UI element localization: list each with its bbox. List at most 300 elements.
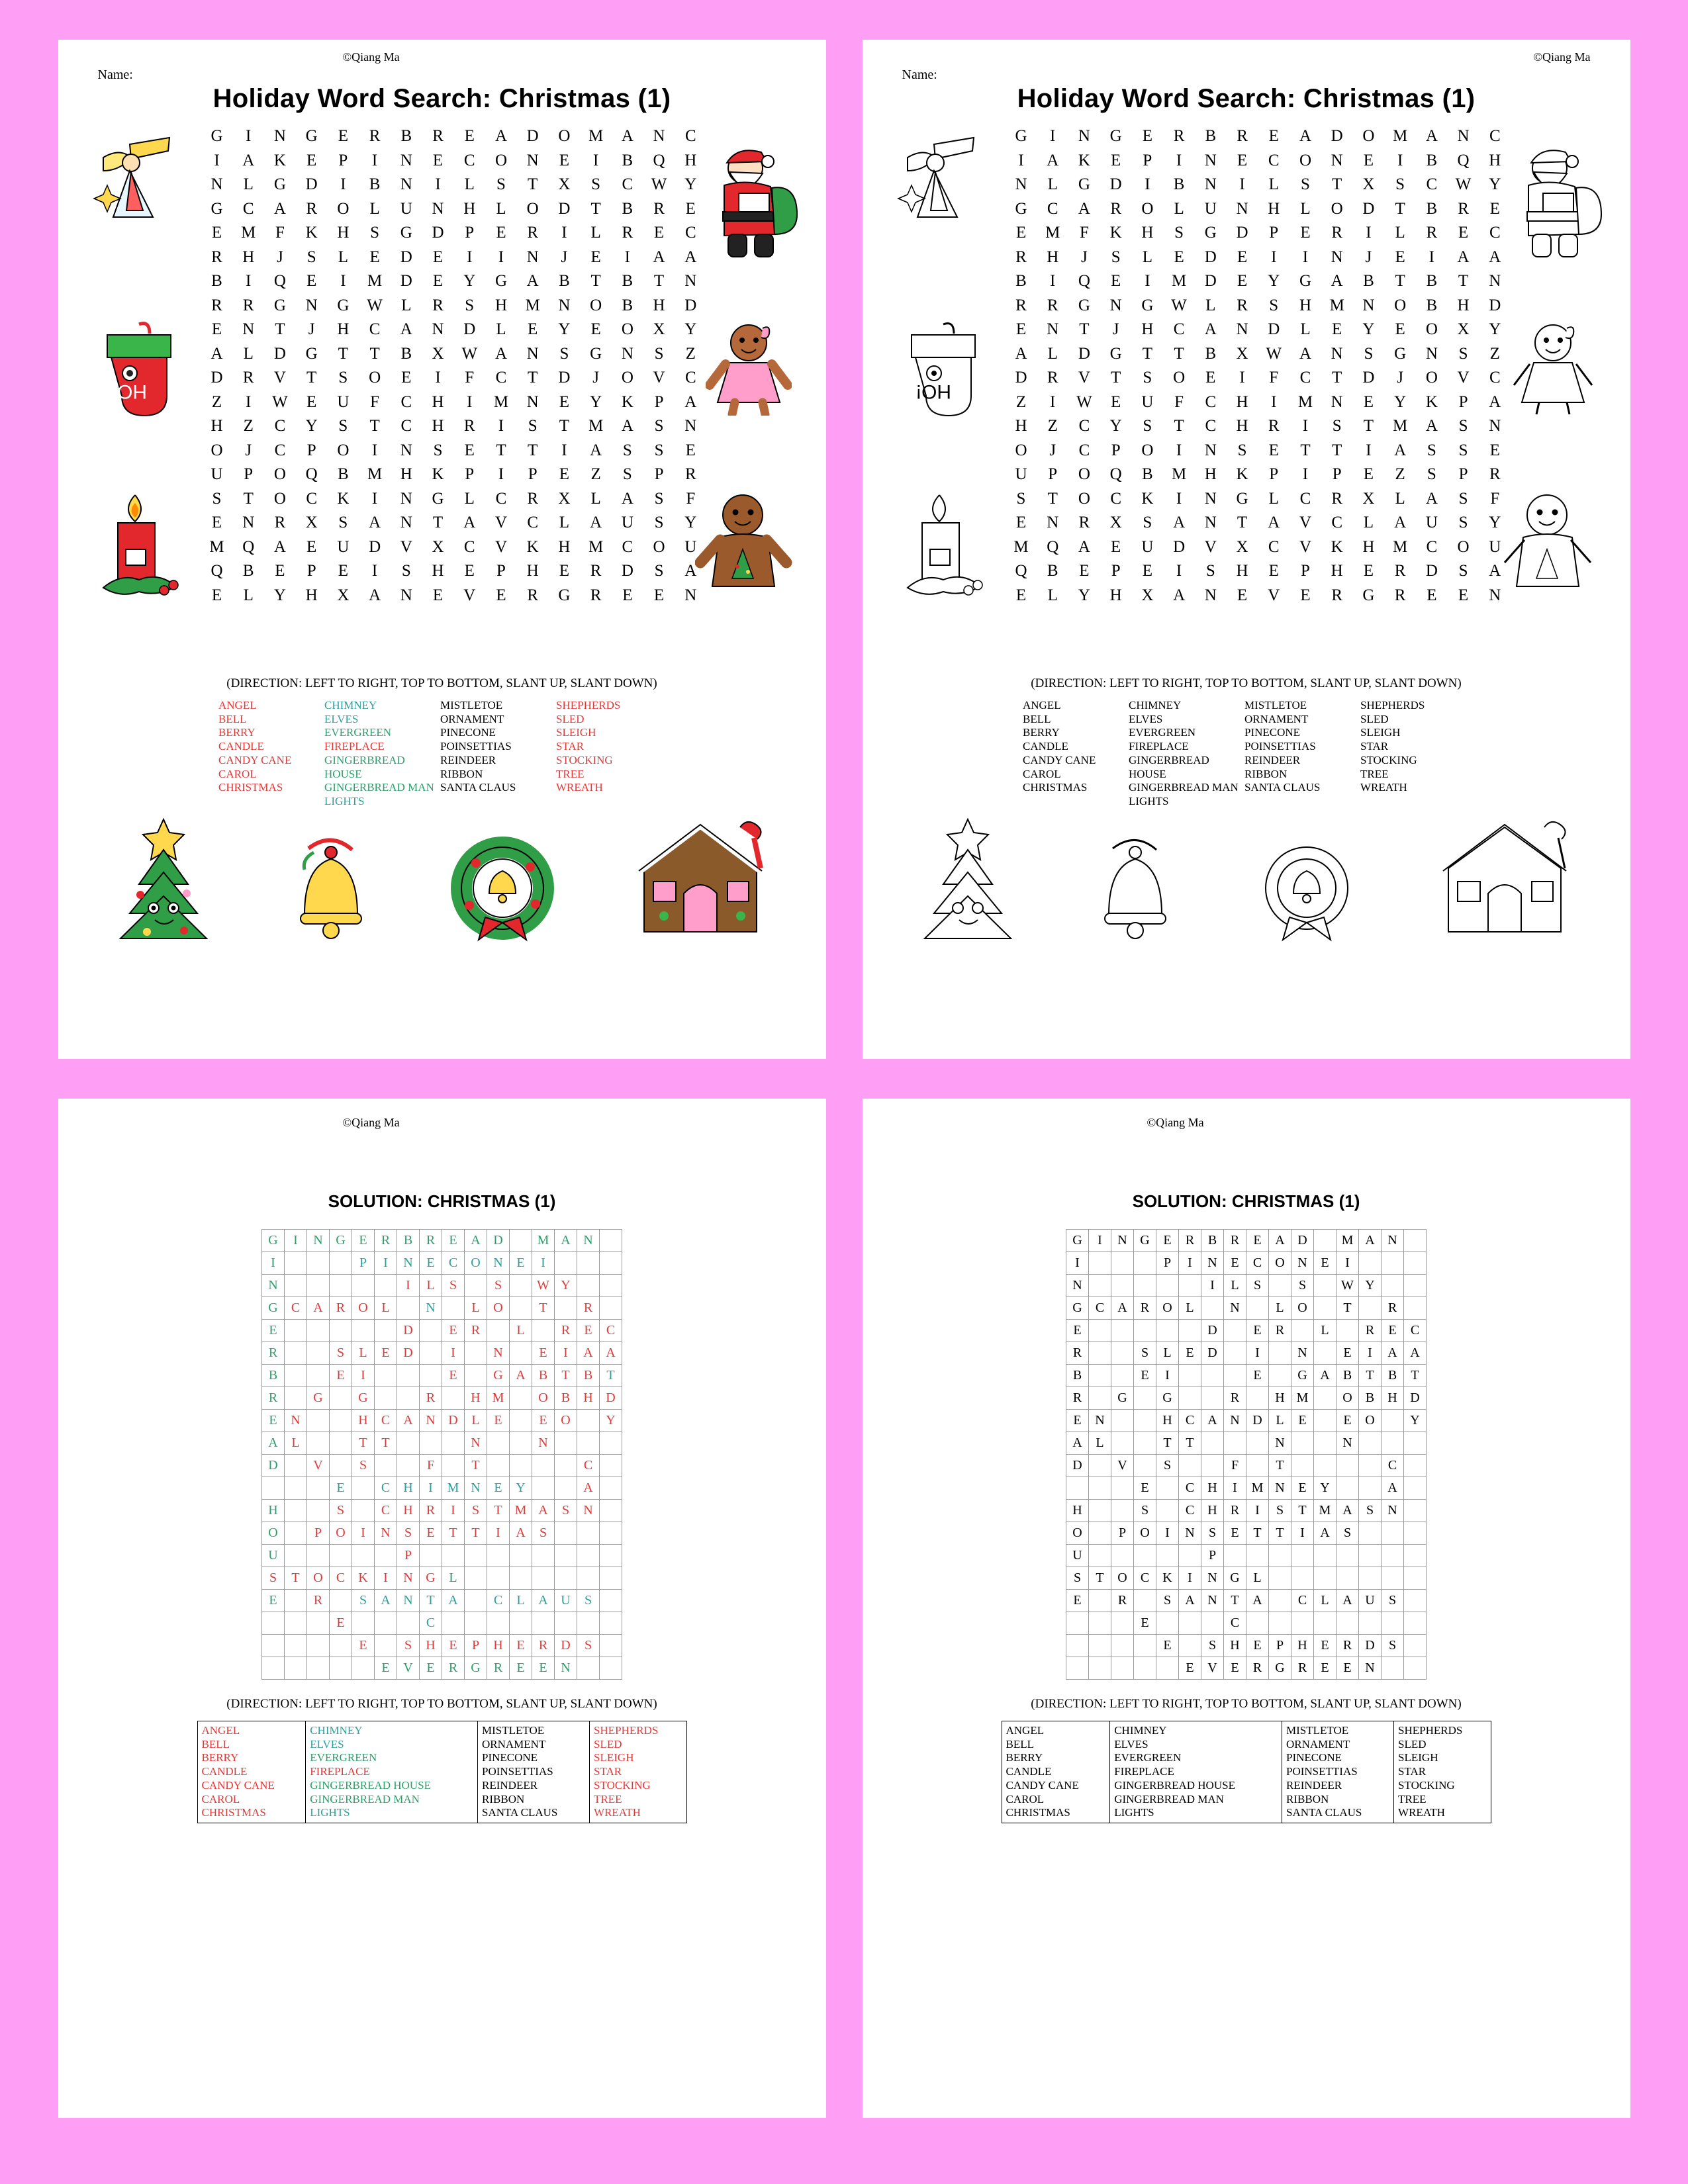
letter-cell: N xyxy=(273,127,286,146)
letter-cell: A xyxy=(653,248,665,266)
solution-row xyxy=(1066,1252,1427,1275)
solution-cell: A xyxy=(510,1365,532,1387)
solution-cell: L xyxy=(352,1342,375,1365)
solution-cell: A xyxy=(532,1500,555,1522)
letter-cell: J xyxy=(561,248,568,266)
letter-cell: R xyxy=(1331,489,1343,508)
letter-cell: Y xyxy=(590,392,602,411)
stocking-illustration xyxy=(93,316,192,422)
letter-cell: R xyxy=(242,369,254,387)
solution-cell: N xyxy=(1359,1657,1382,1680)
letter-cell: L xyxy=(559,514,570,532)
letter-cell: A xyxy=(1394,441,1407,459)
page-title: Holiday Word Search: Christmas (1) xyxy=(1017,84,1476,113)
letter-cell: B xyxy=(400,127,412,146)
word-bank-item: FIREPLACE xyxy=(1129,740,1189,753)
letter-cell: L xyxy=(1300,199,1311,218)
solution-cell xyxy=(285,1500,307,1522)
letter-cell: G xyxy=(1204,224,1217,242)
letter-cell: L xyxy=(496,199,506,218)
letter-cell: S xyxy=(1174,224,1184,242)
word-bank-column xyxy=(1360,699,1476,809)
letter-cell: Y xyxy=(1362,320,1375,339)
solution-row xyxy=(262,1365,622,1387)
letter-cell: H xyxy=(1331,562,1343,580)
letter-cell: N xyxy=(400,489,412,508)
letter-row xyxy=(1013,390,1503,415)
letter-cell: P xyxy=(1048,465,1058,484)
solution-cell xyxy=(600,1635,622,1657)
solution-cell: R xyxy=(262,1342,285,1365)
solution-cell xyxy=(1179,1320,1201,1342)
letter-cell: E xyxy=(559,151,570,169)
solution-cell xyxy=(1314,1230,1336,1252)
solution-cell: B xyxy=(397,1230,420,1252)
solution-cell xyxy=(1404,1252,1427,1275)
solution-cell: D xyxy=(555,1635,577,1657)
word-bank-item: WREATH xyxy=(1360,781,1407,794)
word-bank-item: STAR xyxy=(1398,1765,1427,1778)
letter-cell: Y xyxy=(684,514,697,532)
letter-cell: Y xyxy=(305,417,318,435)
solution-row xyxy=(262,1545,622,1567)
solution-cell: N xyxy=(1269,1477,1291,1500)
letter-cell: S xyxy=(654,489,664,508)
letter-cell: K xyxy=(621,392,633,411)
word-bank-item: CANDY CANE xyxy=(218,753,292,766)
letter-cell: X xyxy=(1236,344,1248,363)
solution-cell xyxy=(1089,1657,1111,1680)
letter-cell: Q xyxy=(1015,562,1027,580)
letter-cell: E xyxy=(1458,586,1469,604)
solution-cell: C xyxy=(375,1500,397,1522)
solution-cell xyxy=(555,1297,577,1320)
solution-cell xyxy=(1134,1657,1156,1680)
letter-cell: F xyxy=(275,224,285,242)
letter-row xyxy=(209,487,699,512)
word-bank-item: CAROL xyxy=(218,767,257,780)
letter-cell: Q xyxy=(1457,151,1470,169)
solution-cell: A xyxy=(1359,1230,1382,1252)
letter-cell: R xyxy=(432,296,444,314)
solution-cell: T xyxy=(1359,1365,1382,1387)
letter-cell: I xyxy=(371,151,378,169)
word-bank-item: MISTLETOE xyxy=(1286,1724,1349,1737)
letter-cell: Q xyxy=(1047,537,1059,556)
letter-cell: A xyxy=(369,586,381,604)
solution-cell: D xyxy=(1359,1635,1382,1657)
solution-cell: O xyxy=(487,1297,510,1320)
solution-cell: R xyxy=(375,1230,397,1252)
solution-cell xyxy=(1359,1612,1382,1635)
letter-cell: E xyxy=(211,224,222,242)
solution-cell xyxy=(307,1410,330,1432)
solution-cell: T xyxy=(555,1365,577,1387)
solution-cell: N xyxy=(1201,1567,1224,1590)
solution-cell: G xyxy=(1156,1387,1179,1410)
solution-cell: E xyxy=(352,1230,375,1252)
letter-cell: R xyxy=(1331,224,1343,242)
letter-cell: C xyxy=(684,224,696,242)
solution-cell: T xyxy=(1246,1522,1269,1545)
letter-cell: B xyxy=(1426,151,1438,169)
solution-cell xyxy=(487,1320,510,1342)
letter-cell: H xyxy=(1047,248,1059,266)
letter-cell: S xyxy=(1237,441,1247,459)
word-bank-item: ANGEL xyxy=(218,699,257,711)
solution-cell xyxy=(1359,1297,1382,1320)
letter-cell: S xyxy=(1143,514,1152,532)
solution-cell: A xyxy=(1314,1522,1336,1545)
solution-cell: L xyxy=(1269,1297,1291,1320)
solution-cell: N xyxy=(420,1297,442,1320)
letter-cell: A xyxy=(1268,514,1280,532)
letter-cell: U xyxy=(1141,537,1154,556)
letter-cell: N xyxy=(1015,175,1027,194)
solution-cell: V xyxy=(397,1657,420,1680)
letter-cell: X xyxy=(558,489,571,508)
letter-cell: E xyxy=(1174,248,1184,266)
solution-cell: G xyxy=(487,1365,510,1387)
letter-cell: N xyxy=(432,199,444,218)
letter-cell: H xyxy=(1489,151,1501,169)
letter-row xyxy=(209,511,699,535)
solution-cell: N xyxy=(532,1432,555,1455)
solution-cell xyxy=(600,1252,622,1275)
word-bank-item: SLEIGH xyxy=(1360,726,1401,739)
solution-row xyxy=(262,1252,622,1275)
solution-cell: N xyxy=(577,1500,600,1522)
solution-cell: N xyxy=(1336,1432,1359,1455)
solution-cell: A xyxy=(555,1230,577,1252)
solution-row xyxy=(262,1275,622,1297)
solution-cell: S xyxy=(1201,1635,1224,1657)
letter-cell: P xyxy=(654,392,664,411)
solution-cell xyxy=(600,1612,622,1635)
solution-cell: H xyxy=(1156,1410,1179,1432)
letter-row xyxy=(1013,269,1503,294)
solution-cell xyxy=(1336,1455,1359,1477)
letter-cell: V xyxy=(494,537,507,556)
solution-cell xyxy=(577,1252,600,1275)
solution-cell: S xyxy=(330,1342,352,1365)
letter-cell: S xyxy=(1427,465,1436,484)
letter-row xyxy=(209,173,699,197)
letter-row xyxy=(209,149,699,173)
word-bank-item: CANDLE xyxy=(1006,1765,1052,1778)
solution-cell: U xyxy=(262,1545,285,1567)
solution-cell xyxy=(1201,1455,1224,1477)
letter-cell: S xyxy=(622,465,632,484)
solution-cell: C xyxy=(577,1455,600,1477)
solution-cell xyxy=(375,1320,397,1342)
solution-cell: F xyxy=(420,1455,442,1477)
solution-row xyxy=(1066,1612,1427,1635)
solution-cell: T xyxy=(1179,1432,1201,1455)
letter-cell: L xyxy=(590,224,601,242)
word-bank-item: EVERGREEN xyxy=(310,1751,377,1764)
letter-cell: I xyxy=(1271,392,1277,411)
solution-cell xyxy=(1089,1275,1111,1297)
solution-cell: B xyxy=(262,1365,285,1387)
solution-cell xyxy=(1111,1252,1134,1275)
solution-cell: A xyxy=(1382,1477,1404,1500)
letter-cell: O xyxy=(273,465,286,484)
solution-cell xyxy=(1111,1545,1134,1567)
solution-cell xyxy=(1134,1387,1156,1410)
solution-cell xyxy=(600,1590,622,1612)
solution-cell: I xyxy=(555,1342,577,1365)
solution-cell xyxy=(1089,1455,1111,1477)
letter-cell: D xyxy=(558,199,571,218)
solution-cell xyxy=(1134,1432,1156,1455)
letter-cell: N xyxy=(1236,320,1248,339)
solution-cell xyxy=(1246,1432,1269,1455)
solution-cell xyxy=(555,1567,577,1590)
solution-cell: E xyxy=(330,1477,352,1500)
word-bank-item: MISTLETOE xyxy=(1244,699,1307,711)
solution-cell: A xyxy=(577,1342,600,1365)
solution-cell: S xyxy=(1269,1500,1291,1522)
solution-cell: H xyxy=(1291,1635,1314,1657)
letter-cell: S xyxy=(401,562,411,580)
solution-cell xyxy=(262,1657,285,1680)
letter-cell: E xyxy=(1427,586,1437,604)
word-bank-item: ANGEL xyxy=(1023,699,1061,711)
solution-cell xyxy=(1156,1320,1179,1342)
solution-cell: E xyxy=(1224,1657,1246,1680)
solution-cell xyxy=(532,1455,555,1477)
letter-cell: O xyxy=(211,441,223,459)
letter-cell: H xyxy=(1015,417,1027,435)
solution-cell: A xyxy=(600,1342,622,1365)
letter-cell: G xyxy=(590,344,602,363)
bottom-illustrations xyxy=(881,815,1612,948)
letter-cell: E xyxy=(1458,224,1469,242)
letter-cell: A xyxy=(400,320,412,339)
letter-cell: D xyxy=(273,344,286,363)
solution-cell: D xyxy=(1066,1455,1089,1477)
solution-cell xyxy=(375,1612,397,1635)
solution-cell: U xyxy=(1066,1545,1089,1567)
solution-cell xyxy=(487,1455,510,1477)
word-bank-item: CHRISTMAS xyxy=(218,781,283,794)
letter-cell: P xyxy=(306,441,316,459)
letter-cell: Y xyxy=(1268,272,1280,291)
letter-cell: P xyxy=(1111,562,1121,580)
word-bank-item: EVERGREEN xyxy=(1114,1751,1182,1764)
letter-cell: M xyxy=(241,224,256,242)
word-bank-item: GINGERBREAD HOUSE xyxy=(310,1778,431,1792)
solution-cell xyxy=(600,1477,622,1500)
letter-cell: I xyxy=(1239,175,1245,194)
letter-cell: U xyxy=(1425,514,1438,532)
solution-cell: E xyxy=(1134,1477,1156,1500)
solution-cell: N xyxy=(465,1432,487,1455)
solution-cell: E xyxy=(330,1612,352,1635)
solution-cell: P xyxy=(352,1252,375,1275)
letter-cell: R xyxy=(242,296,254,314)
solution-cell: T xyxy=(465,1522,487,1545)
solution-cell xyxy=(600,1297,622,1320)
letter-cell: D xyxy=(463,320,476,339)
letter-cell: D xyxy=(1204,248,1217,266)
letter-cell: T xyxy=(338,344,349,363)
letter-cell: R xyxy=(1458,199,1469,218)
letter-cell: A xyxy=(369,514,381,532)
letter-cell: D xyxy=(621,562,633,580)
solution-cell: S xyxy=(1156,1590,1179,1612)
solution-cell: B xyxy=(555,1387,577,1410)
letter-cell: A xyxy=(1425,489,1438,508)
letter-row xyxy=(209,124,699,149)
solution-cell xyxy=(1224,1320,1246,1342)
letter-cell: C xyxy=(495,489,507,508)
word-bank-item: PINECONE xyxy=(440,726,496,739)
letter-cell: J xyxy=(1112,320,1119,339)
letter-cell: S xyxy=(1364,344,1374,363)
letter-cell: B xyxy=(1426,199,1438,218)
solution-cell xyxy=(577,1522,600,1545)
letter-cell: E xyxy=(1237,272,1248,291)
letter-cell: Y xyxy=(1489,320,1501,339)
letter-cell: A xyxy=(1425,127,1438,146)
letter-cell: P xyxy=(1332,465,1342,484)
letter-cell: C xyxy=(1078,417,1090,435)
letter-cell: M xyxy=(588,417,604,435)
solution-cell xyxy=(1089,1365,1111,1387)
letter-cell: H xyxy=(526,562,539,580)
solution-cell: L xyxy=(285,1432,307,1455)
letter-cell: F xyxy=(1490,489,1500,508)
letter-cell: E xyxy=(275,562,285,580)
solution-cell xyxy=(1382,1612,1404,1635)
solution-cell: A xyxy=(1404,1342,1427,1365)
solution-cell xyxy=(1089,1477,1111,1500)
letter-cell: T xyxy=(1395,272,1405,291)
letter-cell: N xyxy=(526,344,539,363)
word-bank-item: WREATH xyxy=(1398,1806,1445,1819)
word-bank-item: CAROL xyxy=(1023,767,1061,780)
solution-cell xyxy=(307,1432,330,1455)
solution-cell xyxy=(330,1590,352,1612)
letter-cell: N xyxy=(1204,441,1217,459)
solution-cell: E xyxy=(510,1657,532,1680)
letter-cell: J xyxy=(277,248,283,266)
solution-cell: N xyxy=(1089,1410,1111,1432)
solution-cell: S xyxy=(1382,1590,1404,1612)
solution-cell: L xyxy=(1246,1567,1269,1590)
solution-cell xyxy=(285,1522,307,1545)
letter-cell: N xyxy=(1047,320,1059,339)
letter-cell: C xyxy=(274,441,286,459)
solution-cell: N xyxy=(1224,1410,1246,1432)
solution-cell: M xyxy=(487,1387,510,1410)
solution-cell xyxy=(1156,1275,1179,1297)
solution-cell: R xyxy=(487,1657,510,1680)
solution-cell: H xyxy=(577,1387,600,1410)
solution-cell: G xyxy=(1134,1230,1156,1252)
letter-cell: I xyxy=(1429,248,1434,266)
solution-row xyxy=(262,1297,622,1320)
solution-cell xyxy=(1111,1657,1134,1680)
word-bank-column xyxy=(1244,699,1360,809)
letter-cell: C xyxy=(622,537,633,556)
solution-cell: S xyxy=(487,1275,510,1297)
letter-cell: H xyxy=(211,417,223,435)
solution-cell: S xyxy=(1066,1567,1089,1590)
letter-cell: S xyxy=(654,417,664,435)
solution-cell xyxy=(285,1365,307,1387)
letter-cell: R xyxy=(590,562,602,580)
letter-cell: K xyxy=(1109,224,1122,242)
letter-cell: A xyxy=(1078,199,1090,218)
solution-cell: T xyxy=(465,1455,487,1477)
letter-cell: M xyxy=(367,272,383,291)
letter-cell: Y xyxy=(1394,392,1407,411)
solution-cell xyxy=(1291,1432,1314,1455)
letter-cell: C xyxy=(1299,489,1311,508)
solution-row xyxy=(262,1635,622,1657)
page-solution-color xyxy=(58,1099,826,2118)
solution-cell xyxy=(555,1252,577,1275)
solution-cell xyxy=(465,1365,487,1387)
solution-cell xyxy=(1336,1612,1359,1635)
name-field-label: Name: xyxy=(902,68,937,82)
solution-cell xyxy=(1382,1657,1404,1680)
letter-cell: G xyxy=(1078,175,1090,194)
letter-cell: E xyxy=(211,586,222,604)
letter-cell: E xyxy=(1237,151,1248,169)
solution-cell: R xyxy=(555,1320,577,1342)
letter-cell: N xyxy=(653,127,665,146)
solution-row xyxy=(262,1567,622,1590)
letter-cell: B xyxy=(1142,465,1153,484)
letter-cell: E xyxy=(1332,320,1342,339)
letter-cell: I xyxy=(1050,127,1056,146)
solution-cell xyxy=(1156,1477,1179,1500)
letter-cell: S xyxy=(1458,344,1468,363)
solution-cell xyxy=(577,1432,600,1455)
solution-cell xyxy=(577,1612,600,1635)
letter-cell: W xyxy=(367,296,383,314)
solution-cell xyxy=(510,1612,532,1635)
letter-row xyxy=(1013,584,1503,608)
word-bank-item: ORNAMENT xyxy=(1244,712,1309,725)
letter-cell: S xyxy=(1269,296,1279,314)
solution-cell xyxy=(1291,1612,1314,1635)
solution-cell xyxy=(1269,1342,1291,1365)
letter-row xyxy=(209,221,699,246)
letter-cell: E xyxy=(464,127,475,146)
letter-cell: T xyxy=(1111,369,1121,387)
solution-cell xyxy=(330,1657,352,1680)
word-bank-column xyxy=(197,1721,306,1823)
solution-cell: T xyxy=(1269,1455,1291,1477)
solution-cell: C xyxy=(1134,1567,1156,1590)
letter-cell: P xyxy=(1269,224,1279,242)
solution-cell xyxy=(1134,1275,1156,1297)
word-bank-item: ANGEL xyxy=(1006,1724,1045,1737)
solution-cell xyxy=(285,1612,307,1635)
solution-cell xyxy=(600,1545,622,1567)
solution-row xyxy=(1066,1567,1427,1590)
solution-cell: S xyxy=(397,1522,420,1545)
letter-cell: V xyxy=(1078,369,1090,387)
letter-cell: O xyxy=(558,127,571,146)
letter-cell: W xyxy=(1076,392,1092,411)
bell-illustration xyxy=(1086,829,1186,948)
